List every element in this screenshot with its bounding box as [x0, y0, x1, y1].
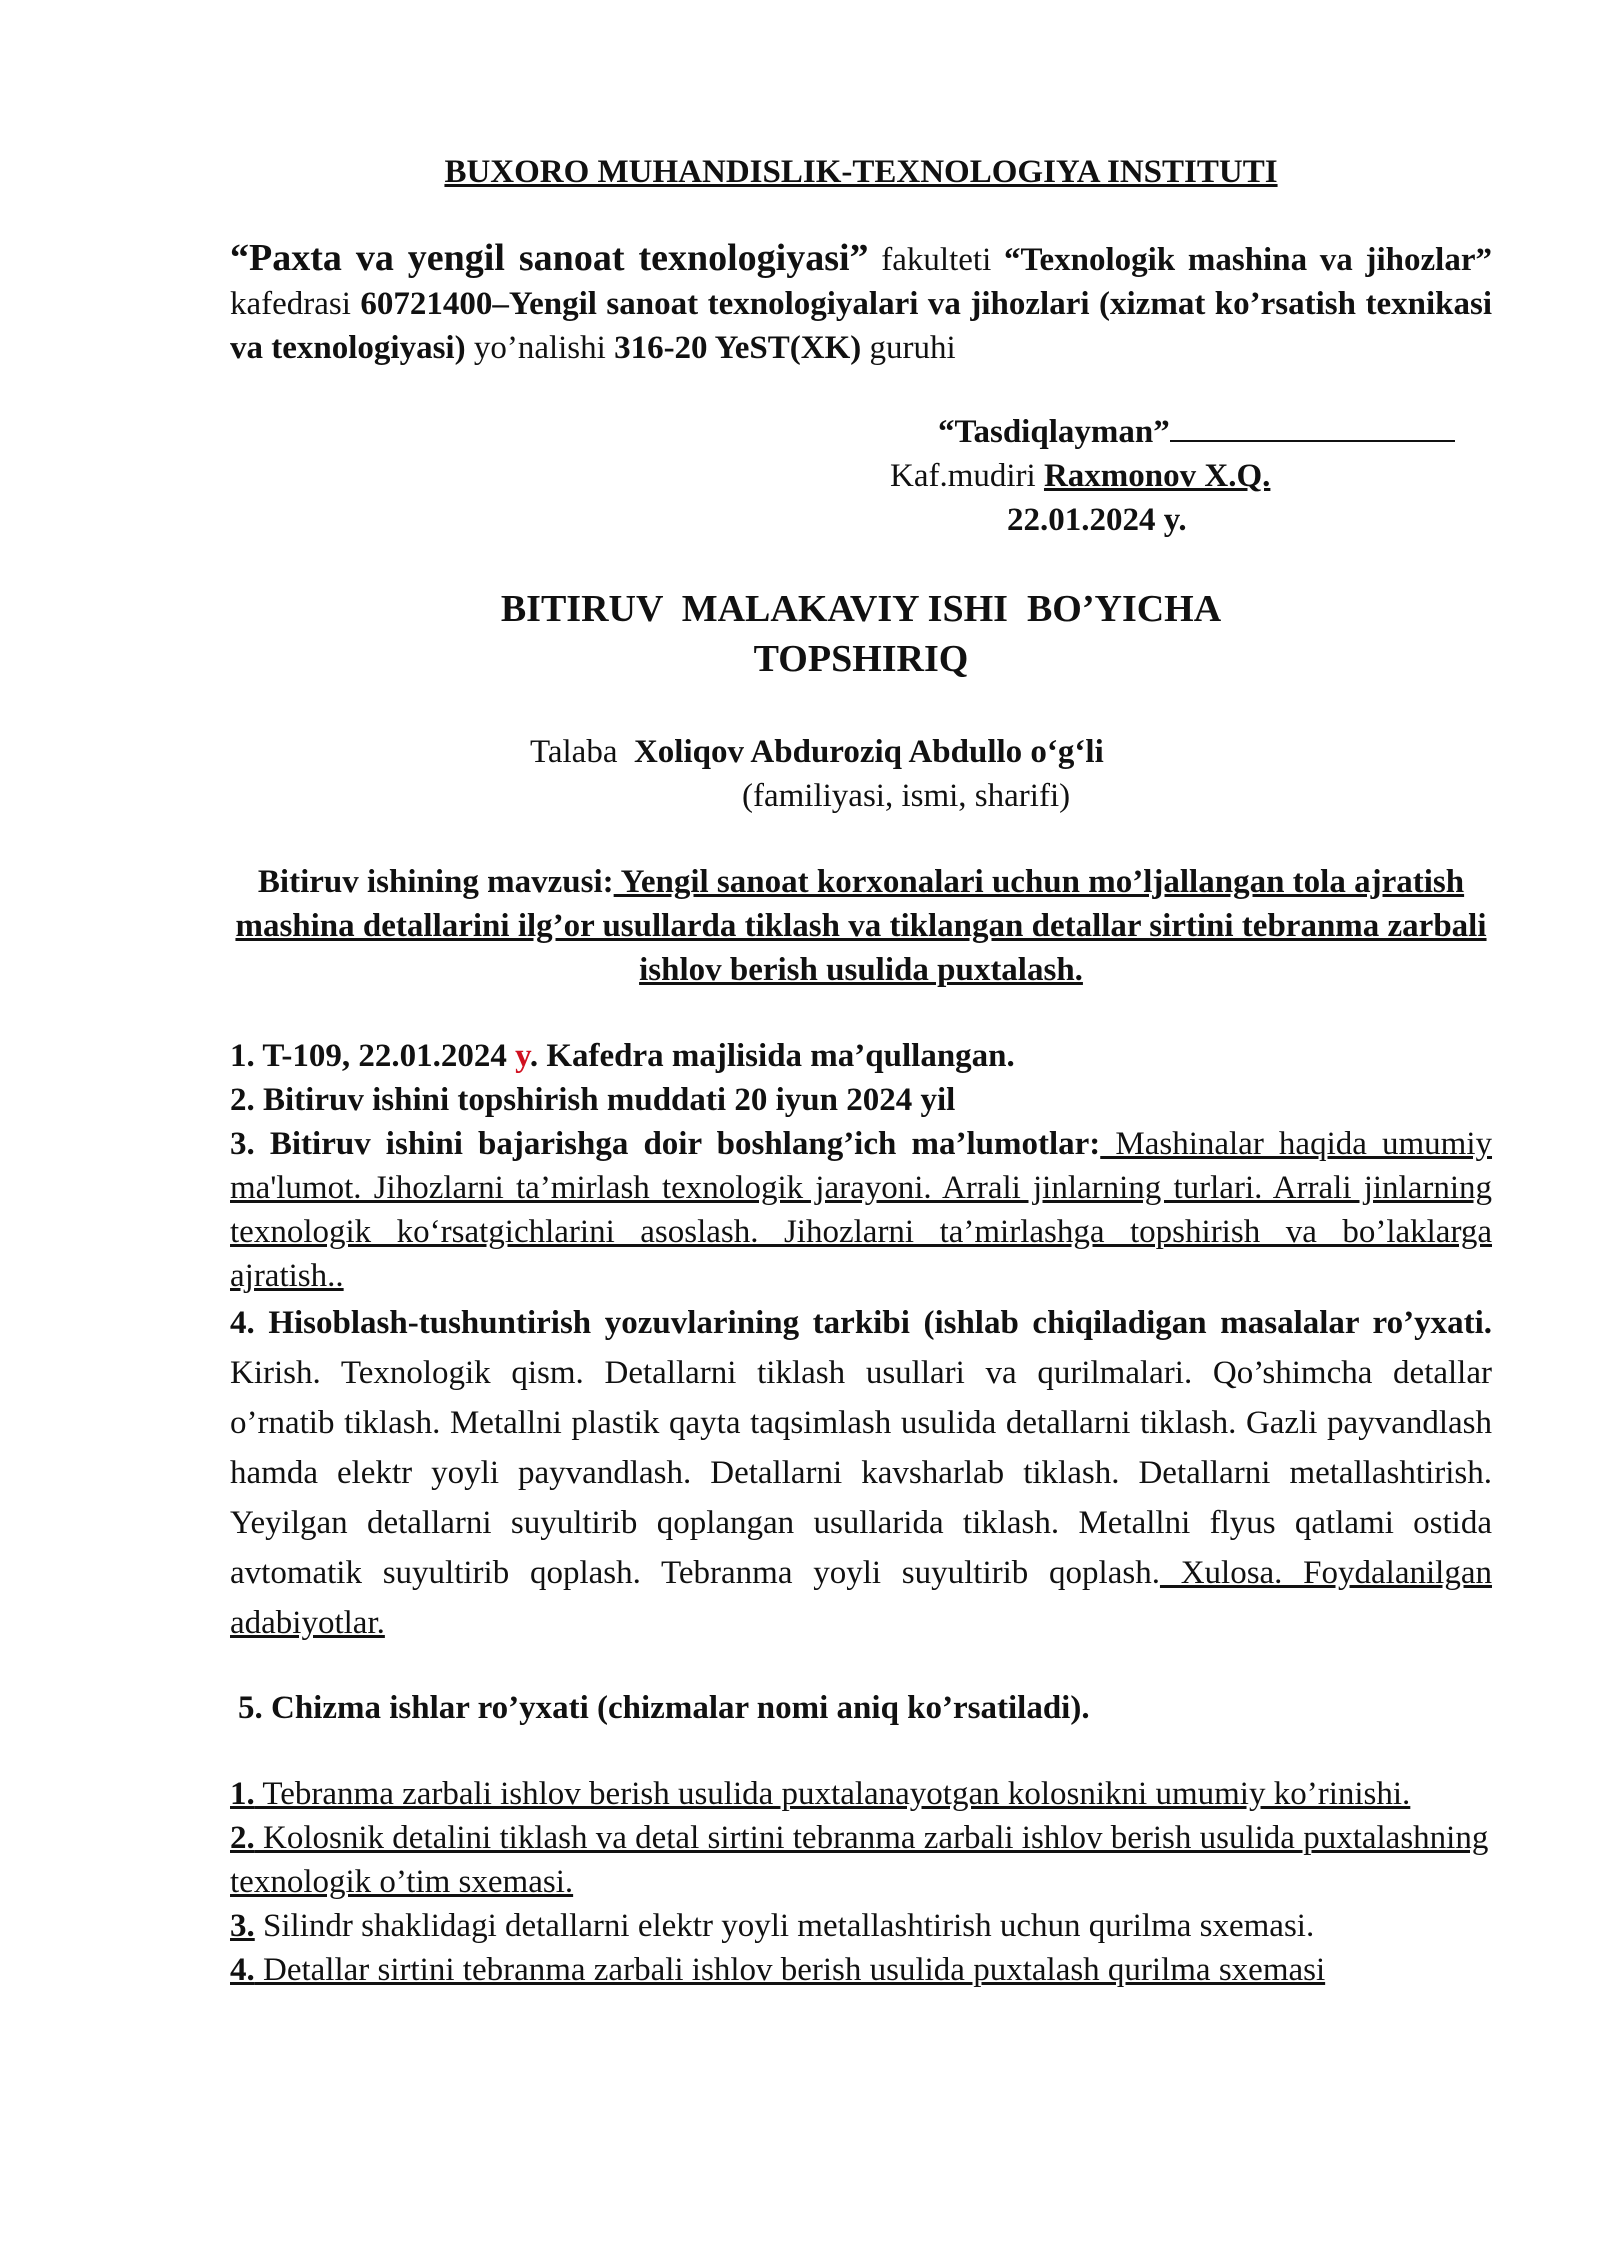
topic-paragraph: [230, 860, 1492, 992]
direction-word: yo’nalishi: [465, 330, 615, 366]
item-3-label: 3. Bitiruv ishini bajarishga doir boshlang’ich ma’lumotlar:: [230, 1126, 1101, 1162]
group-code: 316-20 YeST(XK): [614, 330, 862, 366]
document-page: [230, 150, 1492, 1992]
approval-block: [890, 410, 1492, 542]
item-4-tail: Xulosa. Foydalanilgan adabiyotlar.: [230, 1555, 1492, 1641]
drawing-text: Kolosnik detalini tiklash va detal sirtini tebranma zarbali ishlov berish usulida puxtalashning texnologik o’tim sxemasi.: [230, 1820, 1489, 1900]
drawing-num: 4.: [230, 1952, 255, 1988]
item-4: [230, 1298, 1492, 1648]
faculty-word: fakulteti: [868, 242, 1004, 278]
title-line-2: TOPSHIRIQ: [753, 638, 969, 680]
faculty-paragraph: [230, 236, 1492, 370]
head-line: [890, 454, 1492, 498]
direction-name: 60721400–Yengil sanoat texnologiyalari va jihozlari (xizmat ko’rsatish texnikasi va texnologiyasi): [230, 286, 1492, 366]
approve-word: “Tasdiqlayman”: [938, 414, 1170, 450]
student-label: Talaba: [530, 734, 634, 770]
head-name: Raxmonov X.Q.: [1043, 458, 1271, 494]
item-2: [230, 1078, 1492, 1122]
title-line-1: BITIRUV MALAKAVIY ISHI BO’YICHA: [500, 588, 1222, 630]
items-section: [230, 1034, 1492, 1648]
topic-text: Yengil sanoat korxonalari uchun mo’ljallangan tola ajratish mashina detallarini ilg’or usullarda tiklash va tiklangan detallar sirtini tebranma zarbali ishlov berish usulida puxtalash.: [235, 864, 1487, 988]
drawing-text: Silindr shaklidagi detallarni elektr yoyli metallashtirish uchun qurilma sxemasi.: [254, 1908, 1315, 1944]
topic-label: Bitiruv ishining mavzusi:: [257, 864, 614, 900]
item-1-y: y: [515, 1038, 530, 1074]
student-name: Xoliqov Abduroziq Abdullo o‘g‘li: [633, 734, 1104, 770]
drawing-num: 2.: [230, 1820, 255, 1856]
drawing-text: Tebranma zarbali ishlov berish usulida puxtalanayotgan kolosnikni umumiy ko’rinishi.: [254, 1776, 1411, 1812]
item-1-b: . Kafedra majlisida ma’qullangan.: [529, 1038, 1015, 1074]
group-word: guruhi: [861, 330, 956, 366]
signature-line: [1170, 412, 1455, 442]
drawing-item: [230, 1816, 1492, 1904]
drawing-num: 3.: [230, 1908, 255, 1944]
item-4-text: Kirish. Texnologik qism. Detallarni tiklash usullari va qurilmalari. Qo’shimcha detallar o’rnatib tiklash. Metallni plastik qayta taqsimlash usulida detallarni tiklash. Gazli payvandlash hamda elektr yoyli payvandlash. Detallarni kavsharlab tiklash. Detallarni metallashtirish. Yeyilgan detallarni suyultirib qoplangan usullarida tiklash. Metallni flyus qatlami ostida avtomatik suyultirib qoplash. Tebranma yoyli suyultirib qoplash.: [230, 1355, 1492, 1591]
drawing-item: [230, 1772, 1492, 1816]
approval-date: 22.01.2024 y.: [1007, 502, 1187, 538]
drawing-num: 1.: [230, 1776, 255, 1812]
drawing-item: [230, 1948, 1492, 1992]
item-3: [230, 1122, 1492, 1298]
department-word: kafedrasi: [230, 286, 361, 322]
item-1: [230, 1034, 1492, 1078]
item-4-label: 4. Hisoblash-tushuntirish yozuvlarining tarkibi (ishlab chiqiladigan masalalar ro’yxati.: [230, 1305, 1492, 1341]
drawing-item: [230, 1904, 1492, 1948]
drawings-heading: 5. Chizma ishlar ro’yxati (chizmalar nomi aniq ko’rsatiladi).: [238, 1690, 1090, 1726]
head-title: Kaf.mudiri: [890, 458, 1044, 494]
drawings-list: [230, 1772, 1492, 1992]
student-note: (familiyasi, ismi, sharifi): [742, 778, 1071, 814]
institute-title: BUXORO MUHANDISLIK-TEXNOLOGIYA INSTITUTI: [444, 154, 1278, 190]
item-1-a: 1. T-109, 22.01.2024: [230, 1038, 516, 1074]
department-name: “Texnologik mashina va jihozlar”: [1003, 242, 1492, 278]
item-2-text: 2. Bitiruv ishini topshirish muddati 20 iyun 2024 yil: [230, 1082, 956, 1118]
faculty-name: “Paxta va yengil sanoat texnologiyasi”: [230, 237, 869, 279]
student-line: [530, 730, 1492, 774]
approve-line: [938, 410, 1492, 454]
drawing-text: Detallar sirtini tebranma zarbali ishlov berish usulida puxtalash qurilma sxemasi: [254, 1952, 1326, 1988]
document-title: [230, 584, 1492, 684]
item-3-text: Mashinalar haqida umumiy ma'lumot. Jihozlarni ta’mirlash texnologik jarayoni. Arrali jinlarning turlari. Arrali jinlarning texnologik ko‘rsatgichlarini asoslash. Jihozlarni ta’mirlashga topshirish va bo’laklarga ajratish..: [230, 1126, 1493, 1294]
